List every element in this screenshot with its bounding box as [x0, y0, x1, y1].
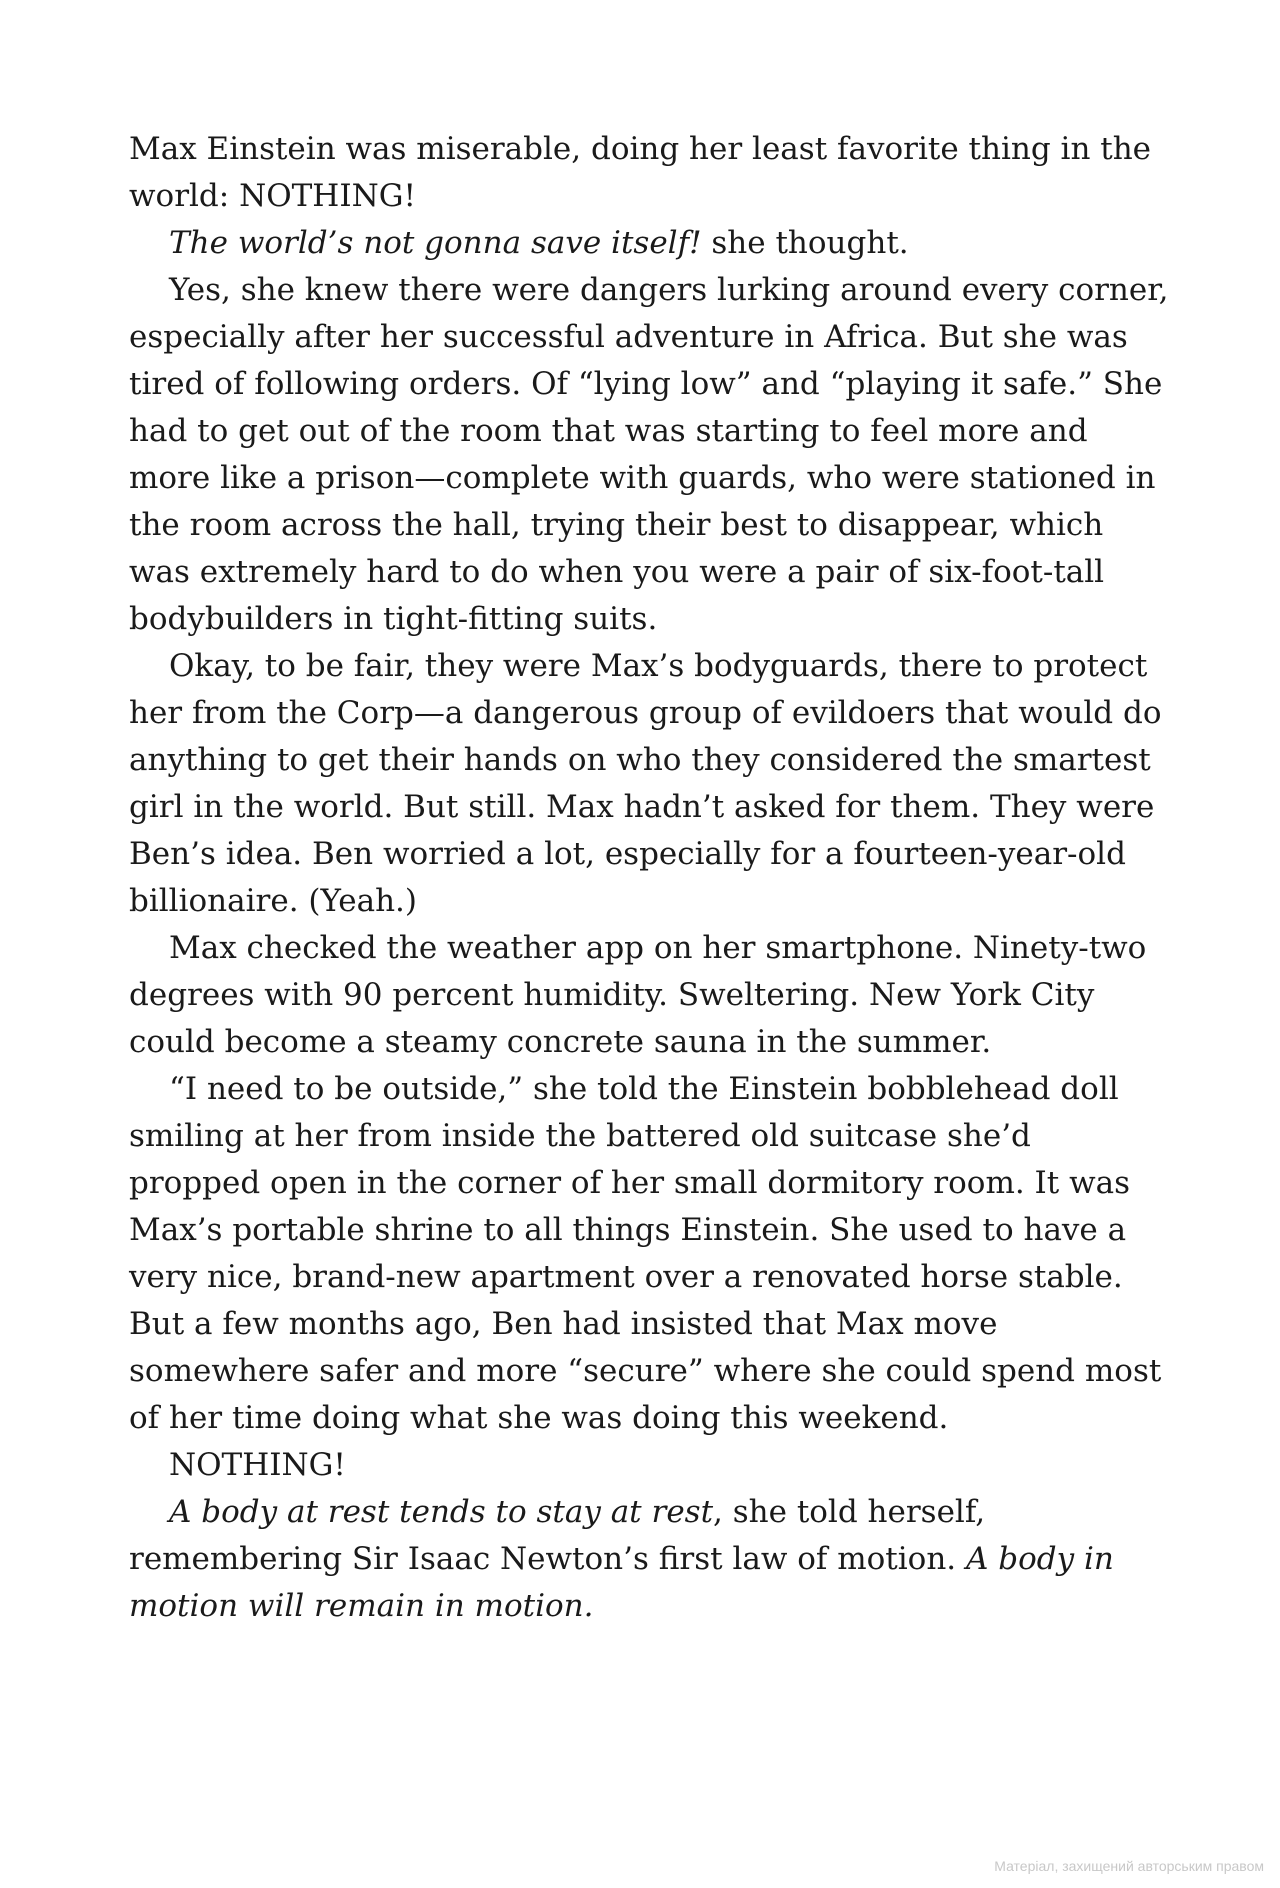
paragraph-text: “I need to be outside,” she told the Einstein bobblehead doll smiling at her from inside the battered old suitcase she’d propped open in the corner of her small dormitory room. It was Max’s portable shrine to all things Einstein. She used to have a very nice, brand-new apartment over a renovated horse stable. But a few months ago, Ben had insisted that Max move somewhere safer and more “secure” where she could spend most of her time doing what she was doing this weekend. — [129, 1071, 1162, 1436]
paragraph-text: NOTHING! — [169, 1447, 346, 1483]
paragraph-4 — [129, 643, 1169, 925]
paragraph-5 — [129, 925, 1169, 1066]
italic-thought: The world’s not gonna save itself! — [169, 225, 702, 261]
paragraph-1 — [129, 126, 1169, 220]
paragraph-text: she thought. — [701, 225, 909, 261]
paragraph-text: Okay, to be fair, they were Max’s bodyguards, there to protect her from the Corp—a dangerous group of evildoers that would do anything to get their hands on who they considered the smartest girl in the world. But still. Max hadn’t asked for them. They were Ben’s idea. Ben worried a lot, especially for a fourteen-year-old billionaire. (Yeah.) — [129, 648, 1162, 919]
paragraph-text: Max Einstein was miserable, doing her least favorite thing in the world: NOTHING! — [129, 131, 1152, 214]
paragraph-7 — [129, 1442, 1169, 1489]
paragraph-text: Max checked the weather app on her smartphone. Ninety-two degrees with 90 percent humidity. Sweltering. New York City could become a steamy concrete sauna in the summer. — [129, 930, 1147, 1060]
paragraph-text: Yes, she knew there were dangers lurking around every corner, especially after her successful adventure in Africa. But she was tired of following orders. Of “lying low” and “playing it safe.” She had to get out of the room that was starting to feel more and more like a prison—complete with guards, who were stationed in the room across the hall, trying their best to disappear, which was extremely hard to do when you were a pair of six-foot-tall bodybuilders in tight-fitting suits. — [129, 272, 1169, 637]
paragraph-text: , she told herself, remembering Sir Isaac Newton’s first law of motion. — [129, 1494, 986, 1577]
page-text — [129, 126, 1169, 1630]
paragraph-3 — [129, 267, 1169, 643]
paragraph-2 — [129, 220, 1169, 267]
paragraph-6 — [129, 1066, 1169, 1442]
paragraph-8 — [129, 1489, 1169, 1630]
copyright-watermark: Матеріал, захищений авторським правом — [994, 1858, 1264, 1874]
italic-quote: A body in motion will remain in motion. — [129, 1541, 1114, 1624]
italic-quote: A body at rest tends to stay at rest — [169, 1494, 714, 1530]
